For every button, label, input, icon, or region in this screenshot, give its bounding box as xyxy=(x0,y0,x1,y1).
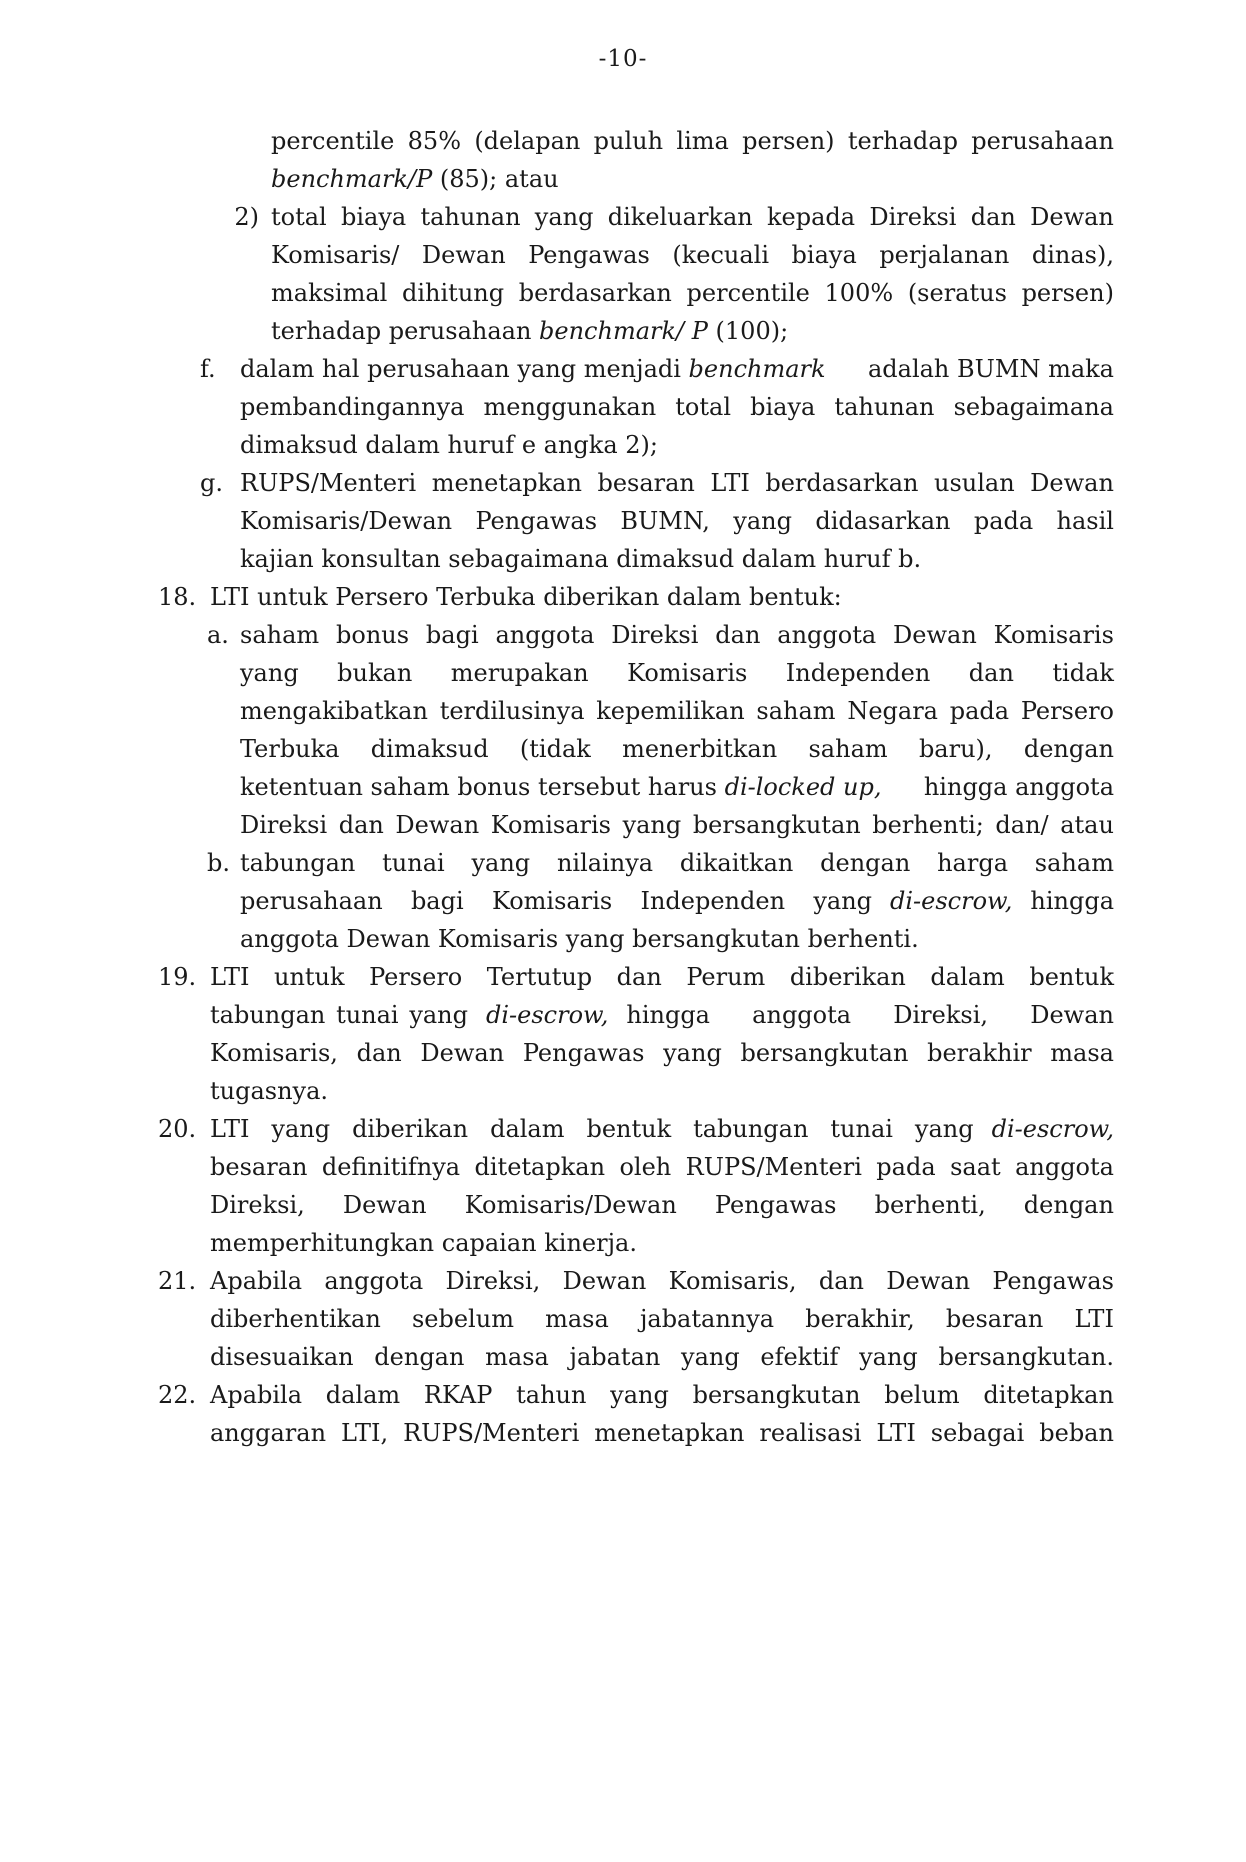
word: RKAP xyxy=(423,1381,493,1409)
word: Dewan xyxy=(421,241,506,269)
word: dan xyxy=(356,1039,402,1067)
word: anggota xyxy=(777,621,877,649)
word: sebagaimana xyxy=(953,393,1114,421)
word: dan xyxy=(338,811,384,839)
word: Perum xyxy=(686,963,766,991)
word: masa xyxy=(545,1305,609,1333)
word: untuk xyxy=(273,963,345,991)
word: bagi xyxy=(410,887,464,915)
word: terdilusinya xyxy=(439,697,585,725)
word: Komisaris xyxy=(491,887,613,915)
word: Pengawas xyxy=(714,1191,837,1219)
word: total xyxy=(271,203,327,231)
word: bentuk xyxy=(586,1115,672,1143)
word: diberikan xyxy=(352,1115,469,1143)
text-line: benchmark/P (85); atau xyxy=(271,165,559,193)
word: Dewan xyxy=(1030,203,1114,231)
list-marker: 19. xyxy=(158,963,197,991)
word: definitifnya xyxy=(321,1153,461,1181)
word: LTI, xyxy=(341,1419,389,1447)
word: bukan xyxy=(337,659,413,687)
word: bonus xyxy=(336,621,410,649)
word: Persero xyxy=(369,963,463,991)
word: hasil xyxy=(1056,507,1114,535)
word: dalam xyxy=(325,1381,401,1409)
word: masa xyxy=(485,1343,549,1371)
word: Persero xyxy=(1020,697,1114,725)
text-line: perusahaan bagi Komisaris Independen yang di-escrow, hingga xyxy=(240,879,1114,923)
word: 85% xyxy=(407,127,461,155)
word: puluh xyxy=(593,127,664,155)
word: sebagai xyxy=(930,1419,1025,1447)
word: menerbitkan xyxy=(622,735,778,763)
word: saham xyxy=(1034,849,1114,877)
word: Pengawas xyxy=(475,507,598,535)
word: (delapan xyxy=(474,127,581,155)
word: oleh xyxy=(619,1153,672,1181)
text-line: anggota Dewan Komisaris yang bersangkutan berhenti. xyxy=(240,925,919,953)
word: dan xyxy=(818,1267,864,1295)
word: berdasarkan xyxy=(765,469,919,497)
word: percentile xyxy=(686,279,810,307)
italic-term: benchmark/P xyxy=(271,165,433,193)
italic-term: benchmark xyxy=(688,355,826,383)
word: Komisaris xyxy=(627,659,748,687)
word: menetapkan xyxy=(431,469,582,497)
word: atau xyxy=(1060,811,1114,839)
word: (seratus xyxy=(907,279,1007,307)
word: Terbuka xyxy=(240,735,340,763)
word: percentile xyxy=(271,127,395,155)
word: biaya xyxy=(791,241,857,269)
word: besaran xyxy=(945,1305,1044,1333)
word: diberhentikan xyxy=(210,1305,381,1333)
word: Direksi, xyxy=(210,1191,305,1219)
word: menggunakan xyxy=(483,393,657,421)
word: saham xyxy=(808,735,888,763)
word: kepada xyxy=(767,203,856,231)
text-line: terhadap perusahaan benchmark/ P (100); xyxy=(271,317,789,345)
word: dan xyxy=(715,621,761,649)
word: LTI xyxy=(1074,1305,1114,1333)
word: dikeluarkan xyxy=(607,203,753,231)
word: saham xyxy=(756,697,836,725)
word: yang xyxy=(681,1343,740,1371)
word: biaya xyxy=(340,203,407,231)
word: besaran xyxy=(210,1153,308,1181)
word: tabungan xyxy=(240,849,356,877)
word: efektif xyxy=(760,1343,839,1371)
list-marker: a. xyxy=(207,621,229,649)
word: yang xyxy=(914,1115,974,1143)
word: Dewan xyxy=(886,1267,971,1295)
list-marker: 2) xyxy=(234,203,259,231)
word: belum xyxy=(884,1381,960,1409)
word: perusahaan xyxy=(971,127,1114,155)
word: yang xyxy=(240,659,299,687)
word: tahun xyxy=(516,1381,587,1409)
text-line: kajian konsultan sebagaimana dimaksud dalam huruf b. xyxy=(240,545,922,573)
word: pada xyxy=(876,1153,936,1181)
word: (kecuali xyxy=(672,241,769,269)
word: BUMN, xyxy=(620,507,710,535)
word: tunai xyxy=(336,1001,399,1029)
word: Independen xyxy=(785,659,931,687)
word: berakhir, xyxy=(805,1305,915,1333)
word: pada xyxy=(973,507,1034,535)
word: pada xyxy=(949,697,1010,725)
word: (tidak xyxy=(519,735,591,763)
word: lima xyxy=(676,127,729,155)
word: masa xyxy=(1050,1039,1114,1067)
text-line: LTI untuk Persero Terbuka diberikan dalam bentuk: xyxy=(210,583,842,611)
word: jabatannya xyxy=(639,1305,775,1333)
word: LTI xyxy=(710,469,750,497)
list-marker: g. xyxy=(200,469,223,497)
word: Dewan xyxy=(1030,469,1114,497)
word: persen) xyxy=(1021,279,1114,307)
word: berhenti, xyxy=(874,1191,986,1219)
word: bersangkutan xyxy=(740,1039,909,1067)
word: Direksi xyxy=(240,811,328,839)
word: Negara xyxy=(847,697,938,725)
word: RUPS/Menteri xyxy=(403,1419,580,1447)
word: bersangkutan xyxy=(692,811,861,839)
word: yang xyxy=(733,507,792,535)
word: dikaitkan xyxy=(679,849,794,877)
word: Komisaris xyxy=(490,811,611,839)
word: dimaksud xyxy=(370,735,489,763)
word: Dewan xyxy=(420,1039,505,1067)
word: Tertutup xyxy=(486,963,593,991)
word: menetapkan xyxy=(594,1419,745,1447)
word: besaran xyxy=(597,469,695,497)
text-line: dimaksud dalam huruf e angka 2); xyxy=(240,431,658,459)
word: RUPS/Menteri xyxy=(240,469,417,497)
list-marker: 18. xyxy=(158,583,197,611)
word: dan xyxy=(970,203,1016,231)
word: dan/ xyxy=(995,811,1049,839)
word: 100% xyxy=(824,279,894,307)
word: pembandingannya xyxy=(240,393,465,421)
word: perusahaan xyxy=(240,887,383,915)
word: terhadap xyxy=(847,127,958,155)
italic-term: di-escrow, xyxy=(890,887,1013,915)
word: Dewan xyxy=(1030,1001,1114,1029)
word: tahunan xyxy=(420,203,521,231)
word: yang xyxy=(622,811,682,839)
text-line: ketentuan saham bonus tersebut harus di-locked up, hingga anggota xyxy=(240,773,1114,801)
word: persen) xyxy=(742,127,835,155)
word: didasarkan xyxy=(815,507,951,535)
word: tabungan xyxy=(693,1115,809,1143)
word: tahunan xyxy=(834,393,935,421)
word: yang xyxy=(859,1343,918,1371)
italic-term: di-escrow, xyxy=(486,1001,609,1029)
word: Dewan xyxy=(342,1191,427,1219)
word: anggaran xyxy=(210,1419,327,1447)
list-marker: f. xyxy=(200,355,216,383)
word: yang xyxy=(409,1001,468,1029)
word: baru), xyxy=(918,735,993,763)
word: merupakan xyxy=(450,659,589,687)
list-marker: 22. xyxy=(158,1381,197,1409)
word: dengan xyxy=(374,1343,465,1371)
word: dinas), xyxy=(1031,241,1114,269)
word: disesuaikan xyxy=(210,1343,354,1371)
word: Pengawas xyxy=(528,241,650,269)
italic-term: benchmark/ P xyxy=(539,317,708,345)
word: beban xyxy=(1039,1419,1114,1447)
word: LTI xyxy=(876,1419,916,1447)
word: Direksi xyxy=(869,203,957,231)
word: Komisaris xyxy=(993,621,1114,649)
word: realisasi xyxy=(759,1419,862,1447)
text-line: dalam hal perusahaan yang menjadi benchmark adalah BUMN maka xyxy=(240,355,1114,383)
word: bagi xyxy=(425,621,479,649)
word: total xyxy=(675,393,732,421)
word: Pengawas xyxy=(522,1039,645,1067)
word: dengan xyxy=(1023,735,1114,763)
word: biaya xyxy=(750,393,816,421)
text-line: tugasnya. xyxy=(210,1077,329,1105)
word: tunai xyxy=(382,849,445,877)
word: tunai xyxy=(830,1115,893,1143)
word: hingga xyxy=(626,1001,710,1029)
word: LTI xyxy=(210,963,250,991)
word: bersangkutan. xyxy=(938,1343,1114,1371)
word: mengakibatkan xyxy=(240,697,428,725)
word: saham xyxy=(240,621,320,649)
word: sebelum xyxy=(411,1305,514,1333)
word: dalam xyxy=(490,1115,565,1143)
word: jabatan xyxy=(569,1343,661,1371)
word: tabungan xyxy=(210,1001,326,1029)
word: dan xyxy=(616,963,662,991)
word: yang xyxy=(813,887,873,915)
word: Komisaris/Dewan xyxy=(240,507,453,535)
word: anggota xyxy=(1015,1153,1114,1181)
text-line: memperhitungkan capaian kinerja. xyxy=(210,1229,637,1257)
word: Dewan xyxy=(562,1267,647,1295)
word: anggota xyxy=(752,1001,852,1029)
page-number: -10- xyxy=(598,46,648,72)
word: Dewan xyxy=(395,811,480,839)
word: dihitung xyxy=(402,279,505,307)
word: berakhir xyxy=(927,1039,1032,1067)
word: bersangkutan xyxy=(692,1381,861,1409)
word: bentuk xyxy=(1029,963,1114,991)
list-marker: 21. xyxy=(158,1267,197,1295)
word: harga xyxy=(937,849,1009,877)
word: Apabila xyxy=(210,1381,303,1409)
italic-term: di-locked up, xyxy=(724,773,882,801)
word: perjalanan xyxy=(879,241,1010,269)
list-marker: 20. xyxy=(158,1115,197,1143)
word: dengan xyxy=(1023,1191,1114,1219)
word: dengan xyxy=(820,849,911,877)
word: Apabila xyxy=(210,1267,303,1295)
word: Komisaris, xyxy=(210,1039,338,1067)
word: Dewan xyxy=(893,621,977,649)
word: berdasarkan xyxy=(518,279,672,307)
word: yang xyxy=(663,1039,722,1067)
word: LTI xyxy=(210,1115,250,1143)
word: Direksi, xyxy=(445,1267,541,1295)
word: Pengawas xyxy=(992,1267,1114,1295)
word: Komisaris, xyxy=(668,1267,797,1295)
word: Komisaris/ xyxy=(271,241,400,269)
word: Direksi xyxy=(611,621,699,649)
word: Direksi, xyxy=(893,1001,989,1029)
word: yang xyxy=(471,849,531,877)
word: nilainya xyxy=(556,849,654,877)
word: ditetapkan xyxy=(983,1381,1114,1409)
word: Komisaris/Dewan xyxy=(464,1191,677,1219)
word: dalam xyxy=(930,963,1005,991)
word: yang xyxy=(610,1381,669,1409)
text-line xyxy=(210,1031,1114,1075)
word: dan xyxy=(968,659,1014,687)
word: maksimal xyxy=(271,279,388,307)
word: saat xyxy=(950,1153,1001,1181)
word: tidak xyxy=(1052,659,1114,687)
word: usulan xyxy=(933,469,1015,497)
word: kepemilikan xyxy=(596,697,745,725)
word: ditetapkan xyxy=(474,1153,606,1181)
word: yang xyxy=(534,203,594,231)
word: Independen xyxy=(640,887,786,915)
word: berhenti; xyxy=(872,811,984,839)
word: anggota xyxy=(324,1267,424,1295)
word: anggota xyxy=(495,621,595,649)
text-line xyxy=(210,1411,1114,1455)
italic-term: di-escrow, xyxy=(991,1115,1114,1143)
list-marker: b. xyxy=(207,849,230,877)
word: yang xyxy=(271,1115,331,1143)
word: diberikan xyxy=(789,963,906,991)
word: RUPS/Menteri xyxy=(685,1153,862,1181)
